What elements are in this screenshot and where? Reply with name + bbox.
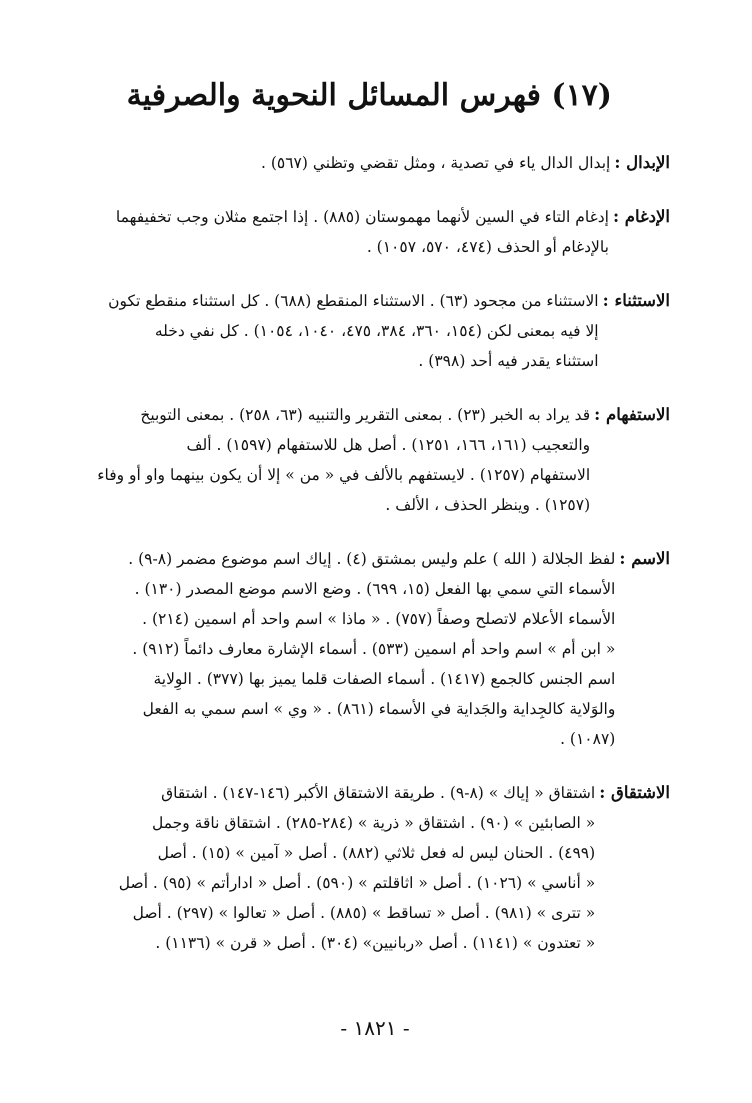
entry-line: (١٢٥٧) . وينظر الحذف ، الألف .	[385, 496, 591, 514]
entry-line: « أناسي » (١٠٢٦) . أصل « اثاقلتم » (٥٩٠) . أصل « ادارأتم » (٩٥) . أصل	[118, 874, 596, 892]
entry-line: والوَلاية كالجِداية والجَداية في الأسماء (٨٦١) . « وي » اسم سمي به الفعل	[142, 700, 616, 718]
entry-term: الاشتقاق :	[599, 783, 670, 802]
entry-term: الإدغام :	[612, 207, 670, 226]
page-number: - ١٨٢١ -	[340, 1016, 410, 1040]
entry-line: اشتقاق « إياك » (٨-٩) . طريقة الاشتقاق الأكبر (١٤٦-١٤٧) . اشتقاق	[161, 784, 596, 802]
entry-term: الاستفهام :	[594, 405, 670, 424]
entry-line: « تعتدون » (١١٤١) . أصل «ربانيين» (٣٠٤) . أصل « قرن » (١١٣٦) .	[155, 934, 596, 952]
entry-text	[80, 148, 610, 178]
index-entry-ibdal	[80, 148, 670, 178]
entry-text	[80, 286, 599, 376]
entry-line: لفظ الجلالة ( الله ) علم وليس بمشتق (٤) . إياك اسم موضوع مضمر (٨-٩) .	[128, 550, 616, 568]
entry-line: الاستثناء من مجحود (٦٣) . الاستثناء المنقطع (٦٨٨) . كل استثناء منقطع تكون	[108, 292, 599, 310]
entry-text	[80, 400, 590, 520]
entry-line: (٤٩٩) . الحنان ليس له فعل ثلاثي (٨٨٢) . أصل « آمين » (١٥) . أصل	[157, 844, 596, 862]
entry-line: « ابن أم » اسم واحد أم اسمين (٥٣٣) . أسماء الإشارة معارف دائماً (٩١٢) .	[132, 640, 616, 658]
entry-line: بالإدغام أو الحذف (٤٧٤، ٥٧٠، ١٠٥٧) .	[366, 238, 609, 256]
entry-line: (١٠٨٧) .	[560, 730, 616, 748]
entry-line: إلا فيه بمعنى لكن (١٥٤، ٣٦٠، ٣٨٤، ٤٧٥، ١٠٤٠، ١٠٥٤) . كل نفي دخله	[154, 322, 599, 340]
entry-text	[80, 544, 615, 754]
index-entry-ism	[80, 544, 670, 754]
index-entry-ishtiqaq	[80, 778, 670, 958]
entry-line: « تترى » (٩٨١) . أصل « تساقط » (٨٨٥) . أصل « تعالوا » (٢٩٧) . أصل	[132, 904, 596, 922]
page-title: (١٧) فهرس المسائل النحوية والصرفية	[126, 78, 612, 113]
entry-line: إدغام التاء في السين لأنهما مهموستان (٨٨٥) . إذا اجتمع مثلان وجب تخفيفهما	[115, 208, 609, 226]
entry-line: الأسماء الأعلام لاتصلح وصفاً (٧٥٧) . « ماذا » اسم واحد أم اسمين (٢١٤) .	[142, 610, 616, 628]
index-entry-istithna	[80, 286, 670, 376]
entry-term: الإبدال :	[614, 153, 670, 172]
entry-line: الاستفهام (١٢٥٧) . لايستفهم بالألف في « من » إلا أن يكون بينهما واو أو وفاء	[97, 466, 591, 484]
entry-line: والتعجيب (١٦١، ١٦٦، ١٢٥١) . أصل هل للاستفهام (١٥٩٧) . ألف	[186, 436, 591, 454]
entry-line: « الصابئين » (٩٠) . اشتقاق « ذرية » (٢٨٤-٢٨٥) . اشتقاق ناقة وجمل	[151, 814, 596, 832]
entry-line: إبدال الدال ياء في تصدية ، ومثل تقضي وتظني (٥٦٧) .	[261, 154, 611, 172]
entry-text	[80, 202, 609, 262]
index-entries	[80, 148, 670, 982]
entry-line: اسم الجنس كالجمع (١٤١٧) . أسماء الصفات قلما يميز بها (٣٧٧) . الوِلاية	[153, 670, 616, 688]
entry-line: الأسماء التي سمي بها الفعل (١٥، ٦٩٩) . وضع الاسم موضع المصدر (١٣٠) .	[134, 580, 616, 598]
index-entry-istifham	[80, 400, 670, 520]
index-entry-idgham	[80, 202, 670, 262]
entry-text	[80, 778, 595, 958]
entry-line: قد يراد به الخبر (٢٣) . بمعنى التقرير والتنبيه (٦٣، ٢٥٨) . بمعنى التوبيخ	[140, 406, 591, 424]
entry-term: الاستثناء :	[602, 291, 670, 310]
entry-line: استثناء يقدر فيه أحد (٣٩٨) .	[418, 352, 599, 370]
entry-term: الاسم :	[619, 549, 670, 568]
